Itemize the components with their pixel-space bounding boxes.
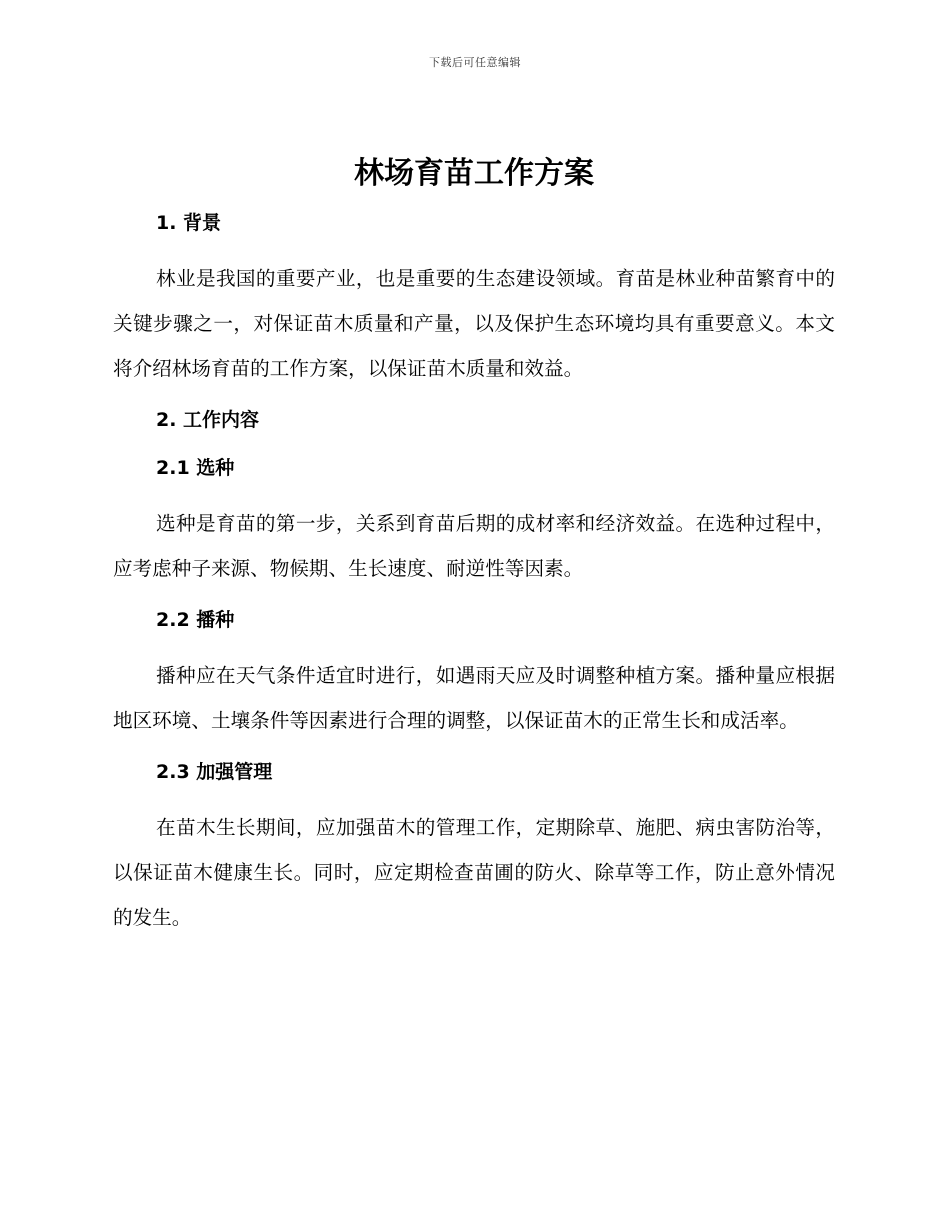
header-note: 下载后可任意编辑 bbox=[429, 56, 521, 69]
document-title: 林场育苗工作方案 bbox=[354, 156, 594, 191]
section-heading-background: 1. 背景 bbox=[156, 212, 222, 234]
section-paragraph-sowing: 播种应在天气条件适宜时进行，如遇雨天应及时调整种植方案。播种量应根据地区环境、土壤条件等因素进行合理的调整，以保证苗木的正常生长和成活率。 bbox=[113, 664, 835, 732]
section-paragraph-background: 林业是我国的重要产业，也是重要的生态建设领域。育苗是林业种苗繁育中的关键步骤之一，对保证苗木质量和产量，以及保护生态环境均具有重要意义。本文将介绍林场育苗的工作方案，以保证苗木质量和效益。 bbox=[113, 267, 835, 380]
section-paragraph-seed-selection: 选种是育苗的第一步，关系到育苗后期的成材率和经济效益。在选种过程中，应考虑种子来源、物候期、生长速度、耐逆性等因素。 bbox=[113, 512, 835, 580]
document-body bbox=[113, 148, 835, 940]
section-heading-sowing: 2.2 播种 bbox=[156, 609, 235, 631]
section-heading-seed-selection: 2.1 选种 bbox=[156, 457, 235, 479]
section-heading-work-content: 2. 工作内容 bbox=[156, 409, 260, 431]
section-heading-management: 2.3 加强管理 bbox=[156, 761, 273, 783]
section-paragraph-management: 在苗木生长期间，应加强苗木的管理工作，定期除草、施肥、病虫害防治等，以保证苗木健康生长。同时，应定期检查苗圃的防火、除草等工作，防止意外情况的发生。 bbox=[113, 816, 835, 929]
